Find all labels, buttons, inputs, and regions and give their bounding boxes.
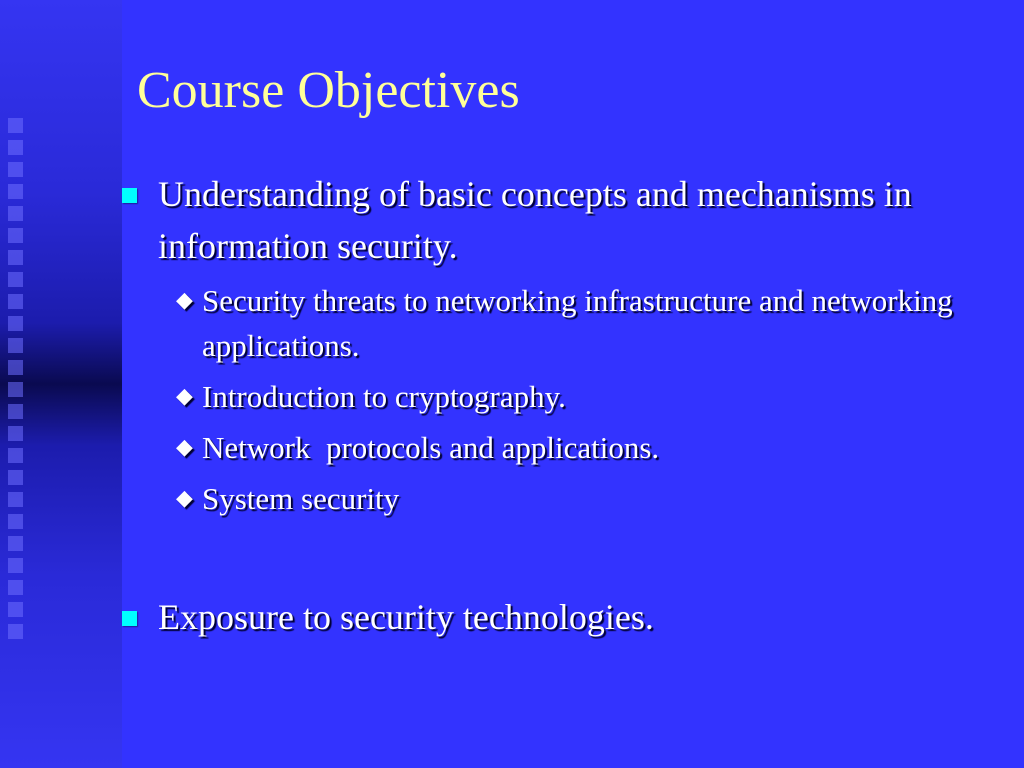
- diamond-bullet-icon: ◆: [176, 435, 193, 460]
- decorative-square-icon: [8, 470, 23, 485]
- sub-bullet-text: Introduction to cryptography.: [202, 379, 566, 414]
- sub-bullet-item: [118, 278, 998, 368]
- bullet-item: [118, 168, 998, 272]
- decorative-square-icon: [8, 514, 23, 529]
- sub-bullet-item: [118, 425, 998, 470]
- decorative-square-icon: [8, 272, 23, 287]
- decorative-square-icon: [8, 118, 23, 133]
- decorative-square-icon: [8, 580, 23, 595]
- cyan-square-bullet-icon: [122, 188, 137, 203]
- decorative-square-icon: [8, 140, 23, 155]
- decorative-square-icon: [8, 228, 23, 243]
- decorative-square-icon: [8, 448, 23, 463]
- decorative-square-icon: [8, 404, 23, 419]
- decorative-square-icon: [8, 338, 23, 353]
- diamond-bullet-icon: ◆: [176, 384, 193, 409]
- diamond-bullet-icon: ◆: [176, 288, 193, 313]
- sub-bullet-item: [118, 476, 998, 521]
- decorative-square-icon: [8, 294, 23, 309]
- decorative-square-icon: [8, 624, 23, 639]
- sub-bullet-text: System security: [202, 481, 400, 516]
- bullet-text: Exposure to security technologies.: [158, 597, 654, 637]
- sub-bullet-text: Network protocols and applications.: [202, 430, 660, 465]
- decorative-square-icon: [8, 426, 23, 441]
- decorative-side-panel: [0, 0, 122, 768]
- decorative-square-icon: [8, 184, 23, 199]
- decorative-square-icon: [8, 162, 23, 177]
- sub-bullet-text: Security threats to networking infrastructure and networking applications.: [202, 283, 953, 363]
- spacer: [118, 521, 998, 591]
- diamond-bullet-icon: ◆: [176, 486, 193, 511]
- slide-title: Course Objectives: [137, 62, 520, 119]
- decorative-square-icon: [8, 602, 23, 617]
- cyan-square-bullet-icon: [122, 611, 137, 626]
- bullet-item: [118, 591, 998, 643]
- decorative-square-icon: [8, 360, 23, 375]
- sub-bullet-item: [118, 374, 998, 419]
- decorative-square-icon: [8, 382, 23, 397]
- decorative-square-icon: [8, 206, 23, 221]
- decorative-square-icon: [8, 492, 23, 507]
- decorative-square-icon: [8, 558, 23, 573]
- bullet-text: Understanding of basic concepts and mechanisms in information security.: [158, 174, 912, 266]
- decorative-square-icon: [8, 250, 23, 265]
- decorative-square-icon: [8, 316, 23, 331]
- decorative-square-column: [8, 118, 26, 658]
- slide-body: [118, 168, 998, 643]
- decorative-square-icon: [8, 536, 23, 551]
